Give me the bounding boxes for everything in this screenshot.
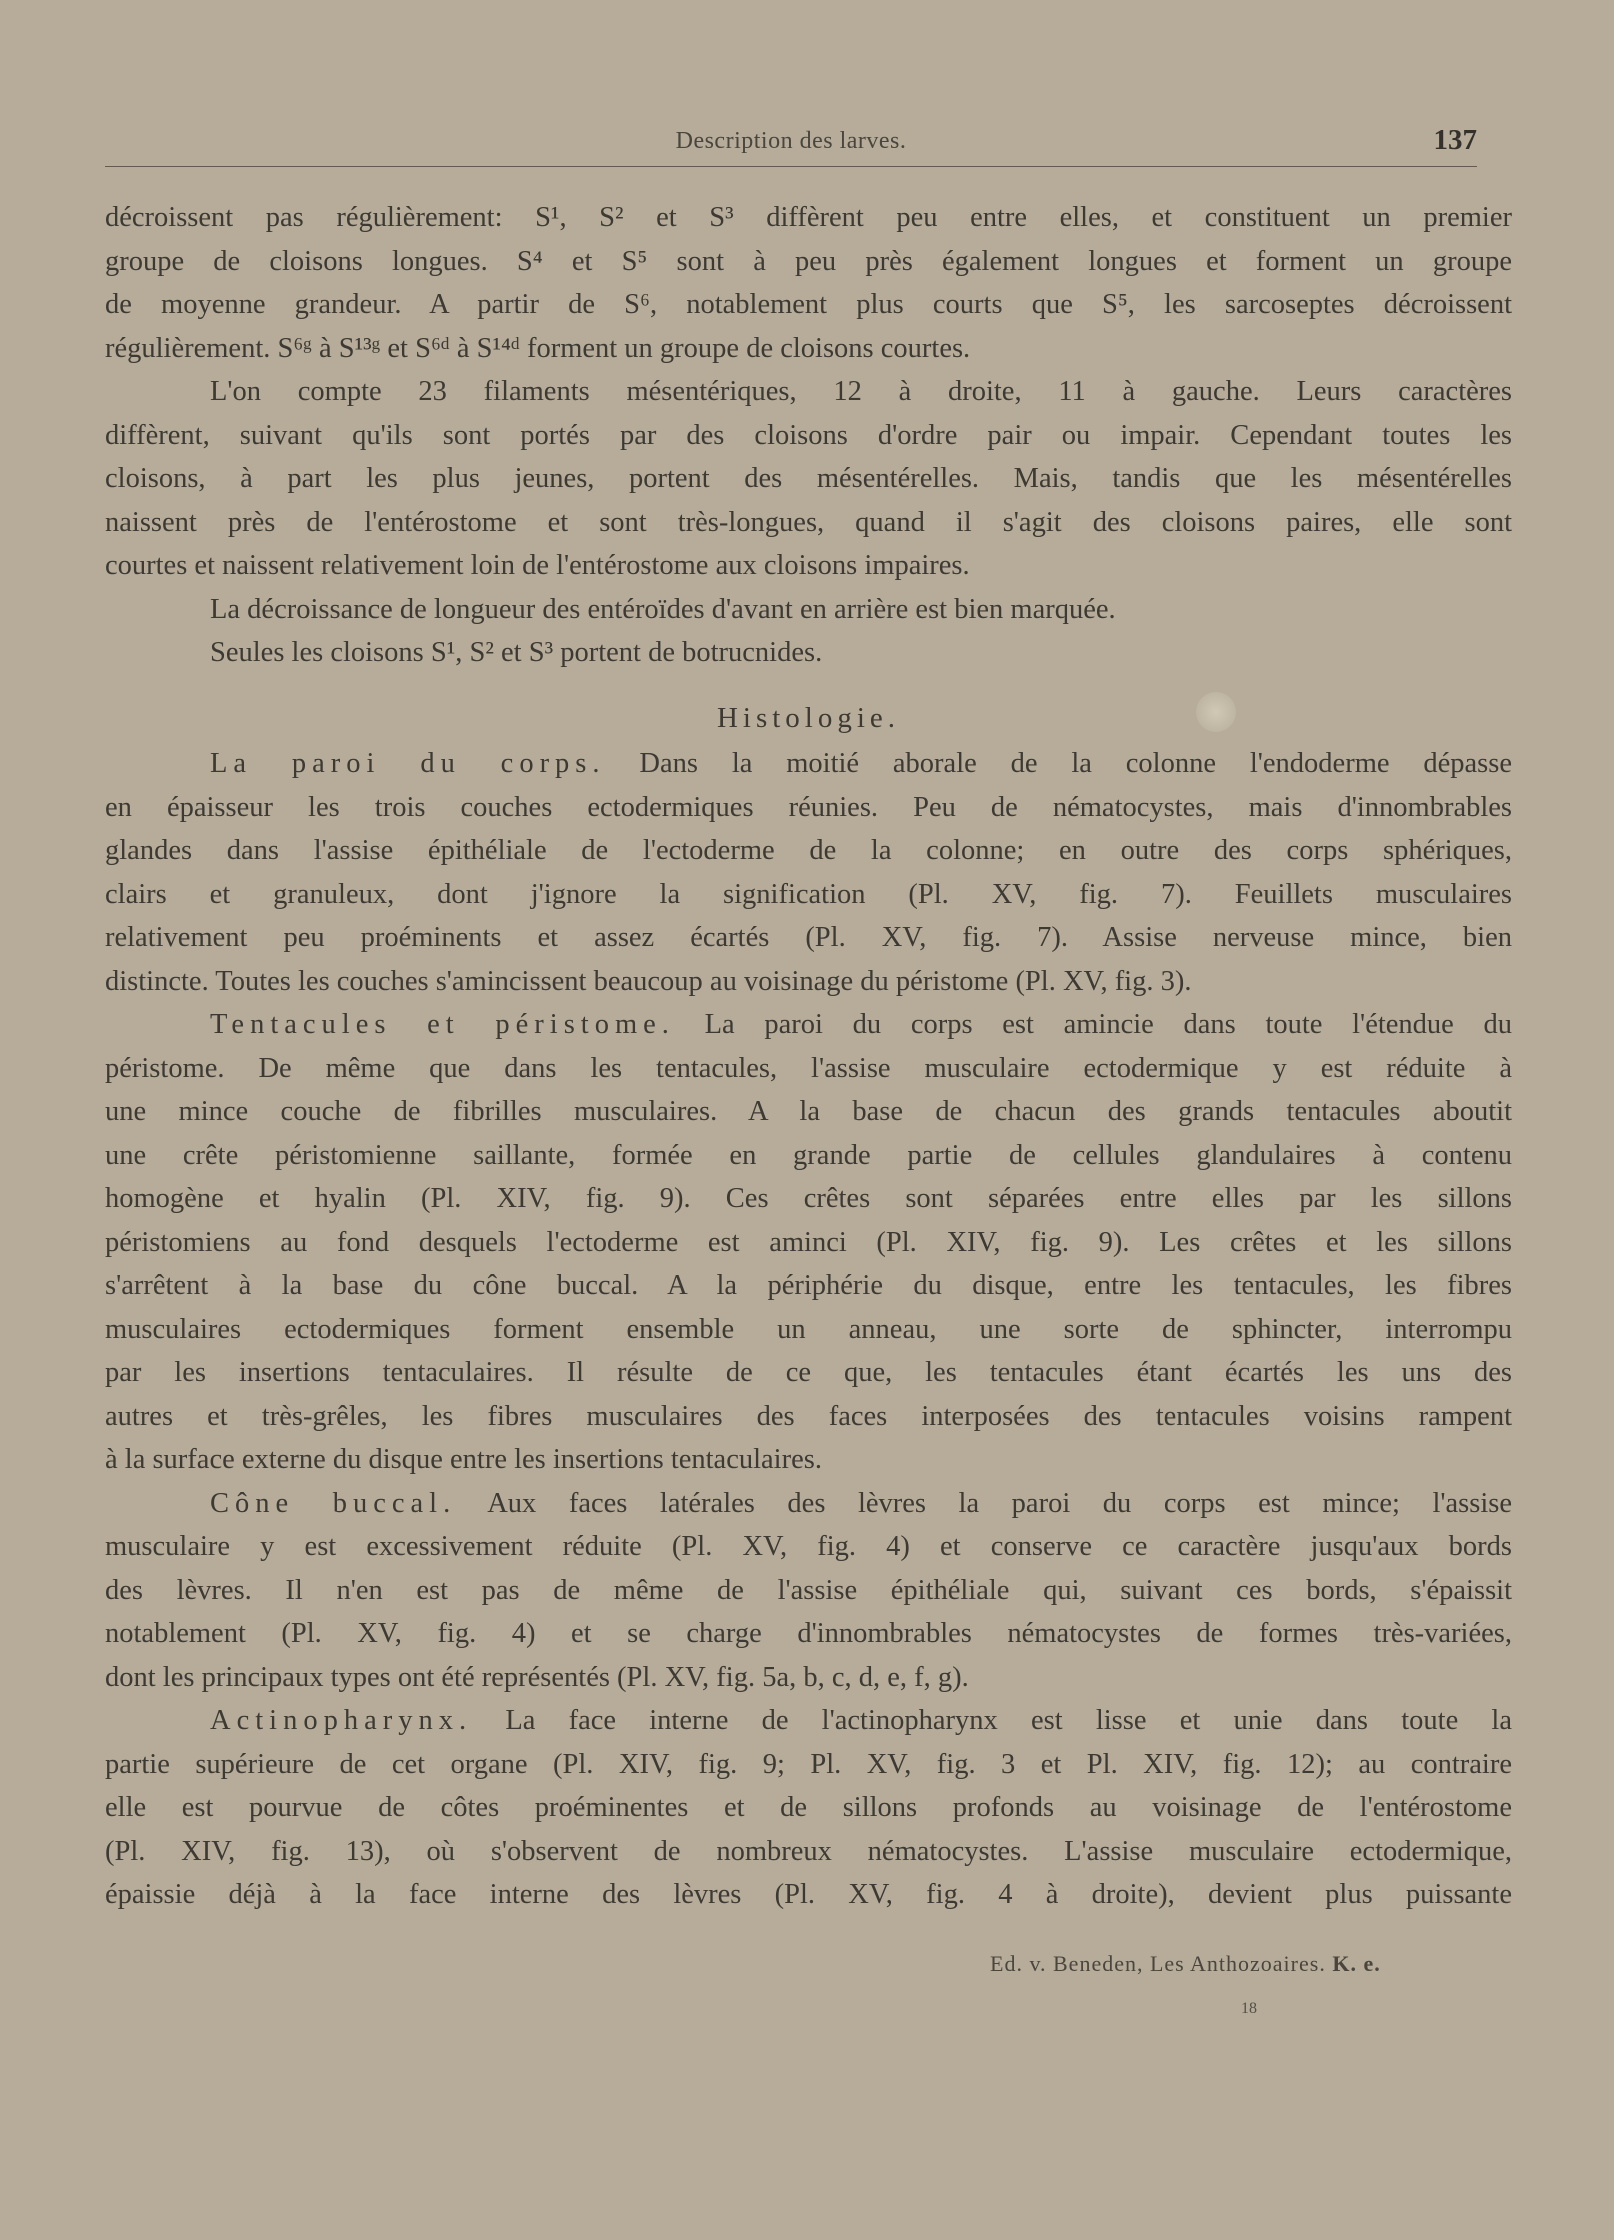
text-line: musculaires ectodermiques forment ensemble un anneau, une sorte de sphincter, interrompu xyxy=(105,1313,1512,1345)
signature-mark: K. e. xyxy=(1332,1951,1381,1976)
subsection-title: La paroi du corps. xyxy=(210,748,606,779)
text-line: en épaisseur les trois couches ectodermiques réunies. Peu de nématocystes, mais d'innombrables xyxy=(105,791,1512,823)
text-line: une mince couche de fibrilles musculaires. A la base de chacun des grands tentacules aboutit xyxy=(105,1096,1512,1127)
page-number: 137 xyxy=(1433,124,1477,156)
text-line: dont les principaux types ont été représentés (Pl. XV, fig. 5a, b, c, d, e, f, g). xyxy=(105,1661,969,1693)
text-line: (Pl. XIV, fig. 13), où s'observent de nombreux nématocystes. L'assise musculaire ectodermique, xyxy=(105,1835,1512,1867)
body-text xyxy=(105,196,1512,1917)
signature-text: Ed. v. Beneden, Les Anthozoaires. xyxy=(990,1951,1326,1976)
text-line: épaissie déjà à la face interne des lèvres (Pl. XV, fig. 4 à droite), devient plus puissante xyxy=(105,1879,1512,1910)
text-line: s'arrêtent à la base du cône buccal. A la périphérie du disque, entre les tentacules, les fibres xyxy=(105,1270,1512,1301)
text-line: partie supérieure de cet organe (Pl. XIV, fig. 9; Pl. XV, fig. 3 et Pl. XIV, fig. 12); au contraire xyxy=(105,1748,1512,1780)
header-rule xyxy=(105,166,1477,167)
text-line: une crête péristomienne saillante, formée en grande partie de cellules glandulaires à contenu xyxy=(105,1139,1512,1171)
text-line: glandes dans l'assise épithéliale de l'ectoderme de la colonne; en outre des corps sphériques, xyxy=(105,835,1512,866)
section-heading: Histologie. xyxy=(716,701,901,734)
text-line: péristomiens au fond desquels l'ectoderme est aminci (Pl. XIV, fig. 9). Les crêtes et les sillons xyxy=(105,1226,1512,1258)
text-run: La face interne de l'actinopharynx est lisse et unie dans toute la xyxy=(505,1705,1512,1736)
page-header xyxy=(105,124,1477,168)
text-line: régulièrement. S⁶ᵍ à S¹³ᵍ et S⁶ᵈ à S¹⁴ᵈ forment un groupe de cloisons courtes. xyxy=(105,332,971,364)
text-line: musculaire y est excessivement réduite (Pl. XV, fig. 4) et conserve ce caractère jusqu'aux bords xyxy=(105,1531,1512,1562)
text-line: des lèvres. Il n'en est pas de même de l'assise épithéliale qui, suivant ces bords, s'épaissit xyxy=(105,1574,1512,1606)
text-line: de moyenne grandeur. A partir de S⁶, notablement plus courts que S⁵, les sarcoseptes décroissent xyxy=(105,289,1512,320)
text-line: par les insertions tentaculaires. Il résulte de ce que, les tentacules étant écartés les uns des xyxy=(105,1357,1512,1388)
text-line: diffèrent, suivant qu'ils sont portés par des cloisons d'ordre pair ou impair. Cependant toutes les xyxy=(105,419,1512,451)
text-line: autres et très-grêles, les fibres musculaires des faces interposées des tentacules voisins rampent xyxy=(105,1400,1512,1432)
text-line xyxy=(105,1482,1512,1526)
text-line: notablement (Pl. XV, fig. 4) et se charge d'innombrables nématocystes de formes très-variées, xyxy=(105,1618,1512,1649)
signature-line xyxy=(990,1951,1381,1977)
subsection-title: Cône buccal. xyxy=(210,1487,457,1519)
text-line: décroissent pas régulièrement: S¹, S² et S³ diffèrent peu entre elles, et constituent un premier xyxy=(105,202,1512,233)
text-line: Seules les cloisons S¹, S² et S³ portent de botrucnides. xyxy=(210,637,823,668)
text-line: L'on compte 23 filaments mésentériques, 12 à droite, 11 à gauche. Leurs caractères xyxy=(210,376,1512,407)
text-line: La décroissance de longueur des entéroïdes d'avant en arrière est bien marquée. xyxy=(210,593,1116,625)
sheet-number: 18 xyxy=(1241,2000,1257,2017)
text-line: à la surface externe du disque entre les insertions tentaculaires. xyxy=(105,1444,822,1475)
text-line: clairs et granuleux, dont j'ignore la signification (Pl. XV, fig. 7). Feuillets musculaires xyxy=(105,878,1512,910)
text-run: Aux faces latérales des lèvres la paroi du corps est mince; l'assise xyxy=(487,1487,1512,1519)
text-run: La paroi du corps est amincie dans toute l'étendue du xyxy=(704,1009,1512,1040)
subsection-title: Actinopharynx. xyxy=(210,1705,473,1736)
text-line: cloisons, à part les plus jeunes, portent des mésentérelles. Mais, tandis que les mésentérelles xyxy=(105,463,1512,494)
text-line: homogène et hyalin (Pl. XIV, fig. 9). Ces crêtes sont séparées entre elles par les sillons xyxy=(105,1183,1512,1214)
text-line: distincte. Toutes les couches s'amincissent beaucoup au voisinage du péristome (Pl. XV, fig. 3). xyxy=(105,965,1192,997)
text-line: relativement peu proéminents et assez écartés (Pl. XV, fig. 7). Assise nerveuse mince, bien xyxy=(105,922,1512,953)
text-line: naissent près de l'entérostome et sont très-longues, quand il s'agit des cloisons paires, elle sont xyxy=(105,506,1512,538)
text-run: Dans la moitié aborale de la colonne l'endoderme dépasse xyxy=(639,748,1512,779)
text-line xyxy=(105,1699,1512,1743)
text-line: elle est pourvue de côtes proéminentes et de sillons profonds au voisinage de l'entérostome xyxy=(105,1792,1512,1823)
subsection-title: Tentacules et péristome. xyxy=(210,1009,675,1040)
text-line xyxy=(105,742,1512,786)
text-line: groupe de cloisons longues. S⁴ et S⁵ sont à peu près également longues et forment un groupe xyxy=(105,245,1512,277)
text-line xyxy=(105,1003,1512,1047)
running-head: Description des larves. xyxy=(675,128,907,154)
text-line: courtes et naissent relativement loin de l'entérostome aux cloisons impaires. xyxy=(105,550,970,581)
text-line: péristome. De même que dans les tentacules, l'assise musculaire ectodermique y est réduite à xyxy=(105,1052,1512,1084)
